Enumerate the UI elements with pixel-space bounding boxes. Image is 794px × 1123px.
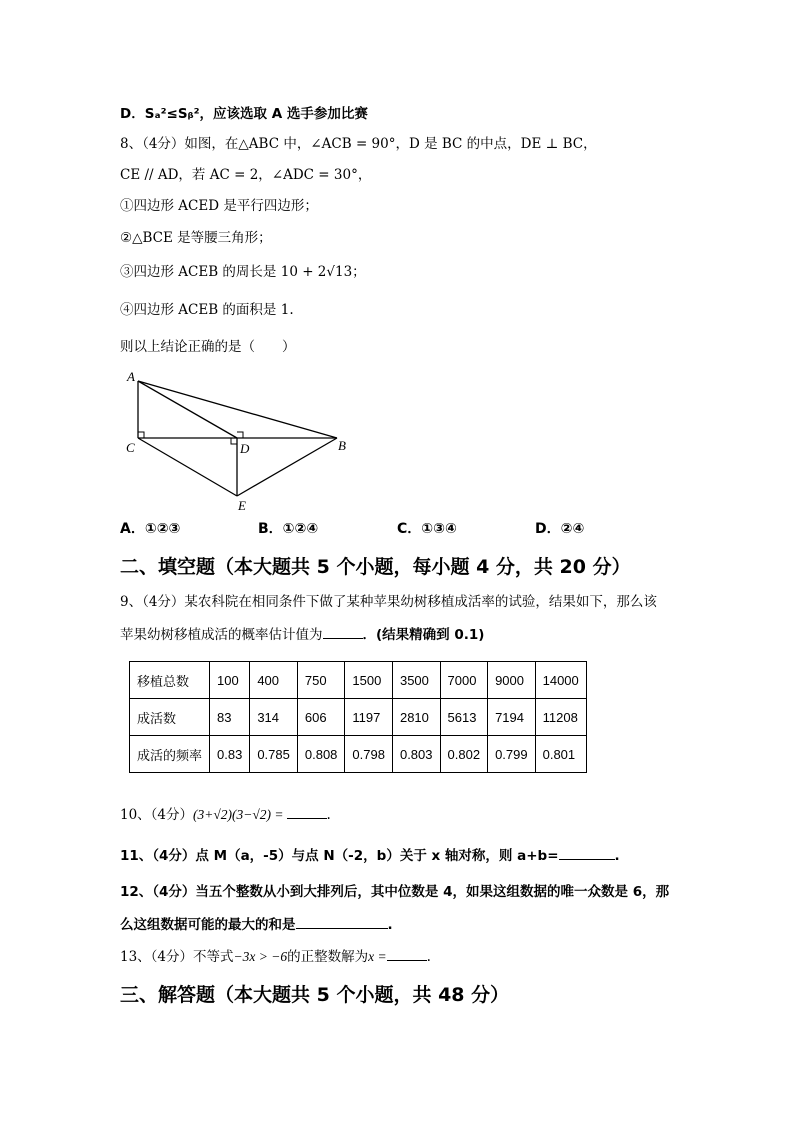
section-2-title: 二、填空题（本大题共 5 个小题，每小题 4 分，共 20 分） [120,556,631,578]
table-cell: 750 [297,662,345,699]
q12-suffix: . [387,917,393,933]
q13-suffix: . [426,949,431,965]
table-cell: 7194 [488,699,536,736]
q8-option-a: A．①②③ [120,521,181,537]
table-cell: 5613 [440,699,488,736]
q13-answer-blank[interactable] [387,946,427,961]
table-cell: 100 [210,662,250,699]
q11-line [120,845,620,866]
q8-option-d: D．②④ [535,521,585,537]
table-cell: 0.799 [488,736,536,773]
table-cell: 83 [210,699,250,736]
table-cell: 2810 [392,699,440,736]
table-cell: 1500 [345,662,393,699]
q9-frequency-table [129,661,587,773]
q9-stem-line2 [120,624,484,645]
q10-line [120,804,331,825]
table-cell: 0.83 [210,736,250,773]
table-cell: 7000 [440,662,488,699]
table-cell: 314 [250,699,298,736]
q13-line [120,946,431,967]
q13-mid: 的正整数解为 [287,949,369,965]
table-cell: 400 [250,662,298,699]
section-3-title: 三、解答题（本大题共 5 个小题，共 48 分） [120,984,510,1006]
q10-answer-blank[interactable] [287,804,327,819]
table-row-header: 移植总数 [130,662,210,699]
label-B: B [338,438,346,453]
q8-statement-4: ④四边形 ACEB 的面积是 1. [120,302,294,318]
table-cell: 14000 [535,662,586,699]
table-cell: 606 [297,699,345,736]
q12-text: 么这组数据可能的最大的和是 [120,917,296,933]
q9-stem-line2-text: 苹果幼树移植成活的概率估计值为 [120,627,323,643]
table-cell: 9000 [488,662,536,699]
table-cell: 0.808 [297,736,345,773]
q8-option-c: C．①③④ [397,521,457,537]
q10-prefix: 10、（4分） [120,807,194,823]
q8-option-b: B．①②④ [258,521,319,537]
q13-inequality: −3x > −6 [233,949,288,964]
table-cell: 0.801 [535,736,586,773]
table-cell: 3500 [392,662,440,699]
label-A: A [127,369,135,384]
q11-suffix: . [614,848,620,864]
q9-answer-blank[interactable] [323,624,363,639]
q8-stem-line2: CE // AD，若 AC = 2，∠ADC = 30°， [120,167,372,183]
q8-statement-3: ③四边形 ACEB 的周长是 10 + 2√13； [120,264,366,280]
q10-suffix: . [326,807,331,823]
table-row-header: 成活数 [130,699,210,736]
q12-stem-line2 [120,914,393,935]
table-cell: 1197 [345,699,393,736]
table-row-survived [130,699,587,736]
table-row-frequency [130,736,587,773]
q11-text: 11、（4分）点 M（a，-5）与点 N（-2，b）关于 x 轴对称，则 a+b= [120,848,559,864]
q12-answer-blank[interactable] [296,914,388,929]
q8-statement-2: ②△BCE 是等腰三角形； [120,230,272,246]
q10-expression: (3+√2)(3−√2) = [193,807,284,822]
q8-statement-1: ①四边形 ACED 是平行四边形； [120,198,318,214]
q9-stem-line1: 9、（4分）某农科院在相同条件下做了某种苹果幼树移植成活率的试验，结果如下，那么该 [120,594,657,610]
q13-var: x = [368,949,387,964]
q8-question: 则以上结论正确的是（ ） [120,339,296,355]
q11-answer-blank[interactable] [559,845,615,860]
label-C: C [126,440,135,455]
label-E: E [238,498,246,513]
table-row-header: 成活的频率 [130,736,210,773]
table-cell: 0.803 [392,736,440,773]
q8-stem-line1: 8、（4分）如图，在△ABC 中，∠ACB = 90°，D 是 BC 的中点，DE ⊥ BC， [120,136,597,152]
table-cell: 0.798 [345,736,393,773]
q12-stem-line1: 12、（4分）当五个整数从小到大排列后，其中位数是 4，如果这组数据的唯一众数是 6，那 [120,884,670,900]
q9-precision-note: ．(结果精确到 0.1) [362,627,485,643]
q13-prefix: 13、（4分）不等式 [120,949,234,965]
table-row-transplanted [130,662,587,699]
label-D: D [240,441,250,456]
table-cell: 0.802 [440,736,488,773]
table-cell: 0.785 [250,736,298,773]
table-cell: 11208 [535,699,586,736]
q7-option-d: D．Sₐ²≤Sᵦ²，应该选取 A 选手参加比赛 [120,106,368,122]
